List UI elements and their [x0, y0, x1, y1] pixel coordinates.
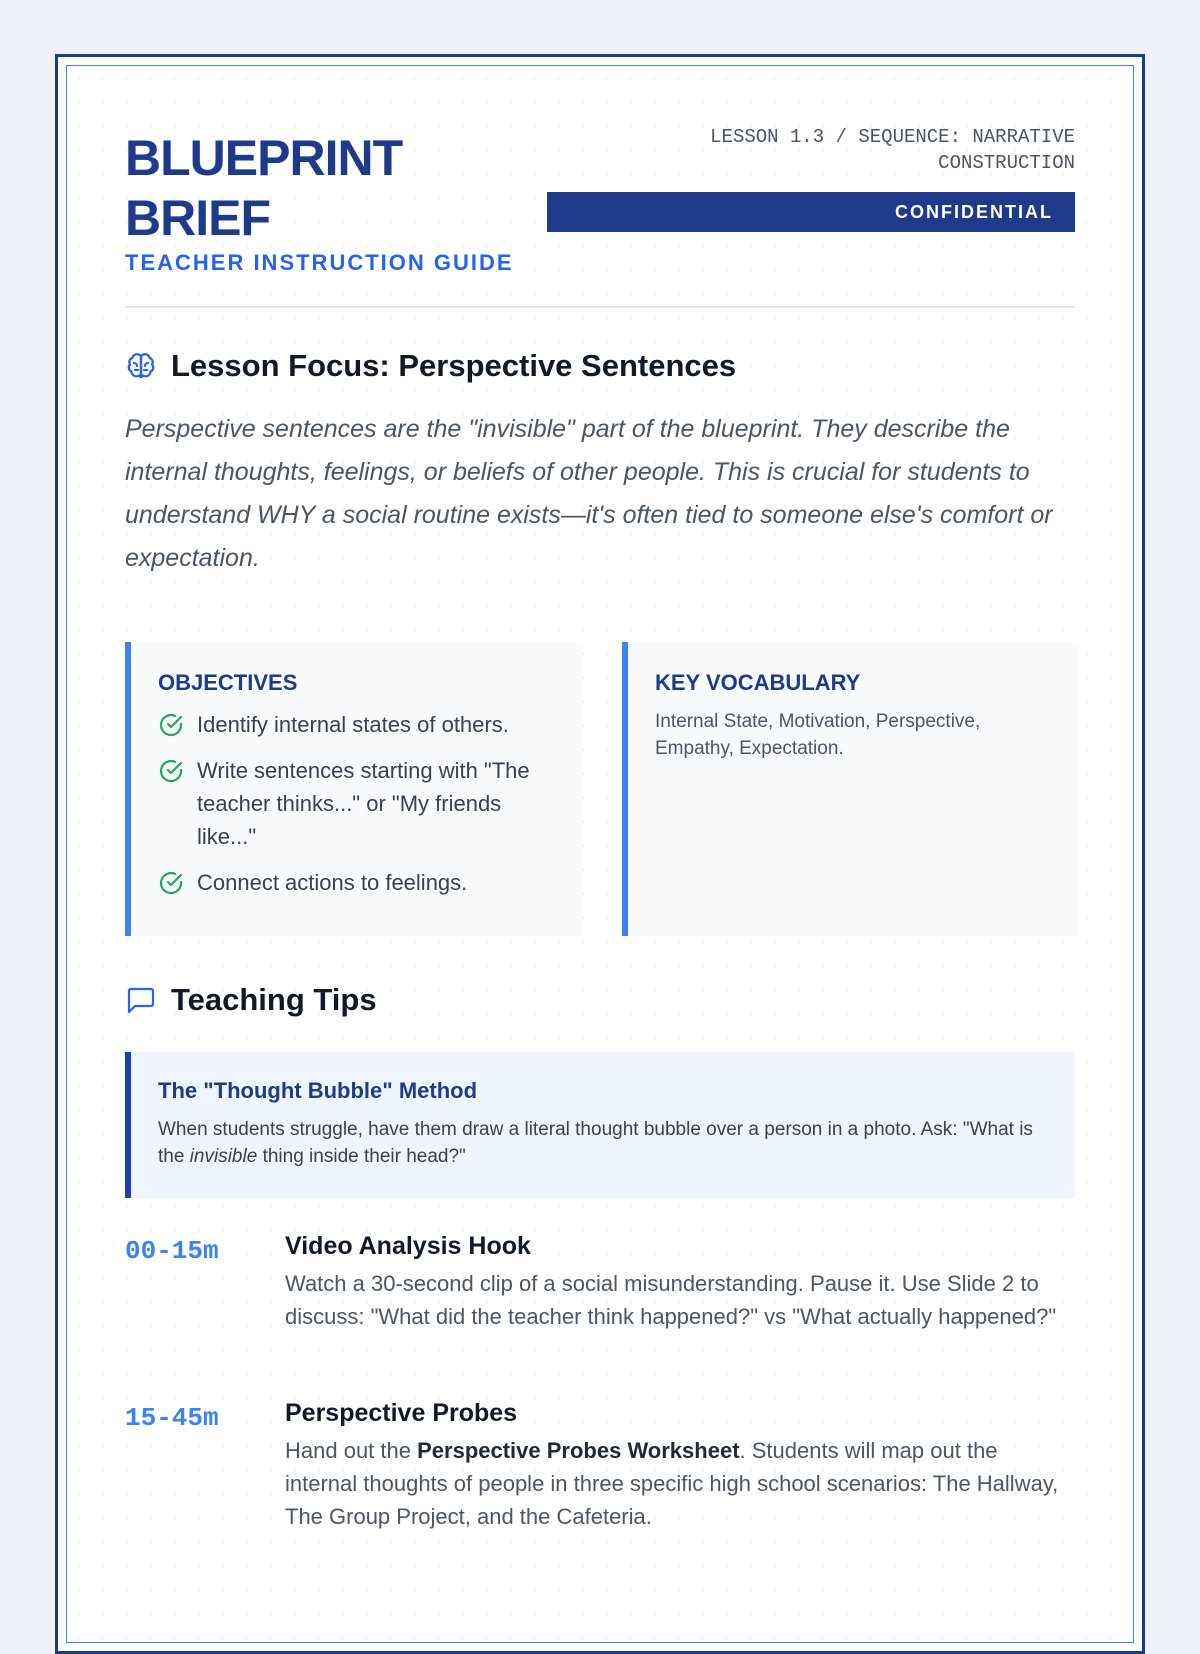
method-emphasis: invisible — [189, 1146, 258, 1167]
title-line-1: BLUEPRINT — [125, 130, 403, 186]
schedule-details — [285, 1232, 1075, 1333]
objective-text: Identify internal states of others. — [197, 712, 509, 737]
vocabulary-list: Internal State, Motivation, Perspective, Empathy, Expectation. — [655, 711, 981, 759]
schedule-time: 15-45m — [125, 1403, 219, 1433]
thought-bubble-method-box — [125, 1052, 1075, 1198]
page-title — [125, 128, 402, 248]
brain-icon — [125, 350, 157, 382]
schedule-time: 00-15m — [125, 1236, 219, 1266]
objectives-title: OBJECTIVES — [158, 670, 298, 695]
objectives-list — [158, 708, 555, 899]
objective-text: Write sentences starting with "The teacher thinks..." or "My friends like..." — [197, 758, 530, 849]
teaching-tips-heading-text: Teaching Tips — [171, 982, 377, 1017]
objective-text: Connect actions to feelings. — [197, 870, 468, 895]
schedule-title: Video Analysis Hook — [285, 1232, 531, 1260]
objective-item — [158, 866, 555, 899]
vocabulary-card — [622, 642, 1077, 936]
schedule-text-end: . Students will map out the internal thoughts of people in three specific high school scenarios: The Hallway, The Group Project, and the Cafeteria. — [285, 1438, 1059, 1529]
page-subtitle: TEACHER INSTRUCTION GUIDE — [125, 250, 514, 275]
lesson-reference: LESSON 1.3 / SEQUENCE: NARRATIVE CONSTRUCTION — [710, 126, 1075, 174]
confidential-badge: CONFIDENTIAL — [547, 192, 1075, 232]
schedule-text-start: Hand out the — [285, 1438, 418, 1463]
schedule-details — [285, 1399, 1075, 1533]
worksheet-name: Perspective Probes Worksheet — [417, 1438, 740, 1463]
page-frame — [55, 54, 1145, 1654]
check-circle-icon — [158, 712, 184, 738]
method-text-start: When students struggle, have them draw a literal thought bubble over a person in a photo. Ask: "What is the — [158, 1119, 1033, 1167]
schedule-description: Watch a 30-second clip of a social misunderstanding. Pause it. Use Slide 2 to discuss: "What did the teacher think happened?" vs "What actually happened?" — [285, 1271, 1057, 1329]
title-line-2: BRIEF — [125, 190, 270, 246]
method-description — [158, 1116, 1049, 1170]
vocabulary-title: KEY VOCABULARY — [655, 670, 861, 695]
speech-bubble-icon — [125, 984, 157, 1016]
lesson-focus-description: Perspective sentences are the "invisible" part of the blueprint. They describe the internal thoughts, feelings, or beliefs of other people. This is crucial for students to understand WHY a social routine exists—it's often tied to someone else's comfort or expectation. — [125, 415, 1053, 572]
method-text-end: thing inside their head?" — [257, 1146, 466, 1167]
header-divider — [125, 306, 1075, 308]
lesson-focus-heading-text: Lesson Focus: Perspective Sentences — [171, 348, 737, 383]
method-title: The "Thought Bubble" Method — [158, 1078, 478, 1103]
objective-item — [158, 708, 555, 741]
objective-item — [158, 754, 555, 853]
check-circle-icon — [158, 758, 184, 784]
lesson-focus-heading — [125, 348, 736, 384]
page-inner-border — [66, 65, 1134, 1643]
objectives-card — [125, 642, 581, 936]
schedule-description — [285, 1434, 1075, 1533]
check-circle-icon — [158, 870, 184, 896]
schedule-title: Perspective Probes — [285, 1399, 518, 1427]
teaching-tips-heading — [125, 982, 377, 1018]
